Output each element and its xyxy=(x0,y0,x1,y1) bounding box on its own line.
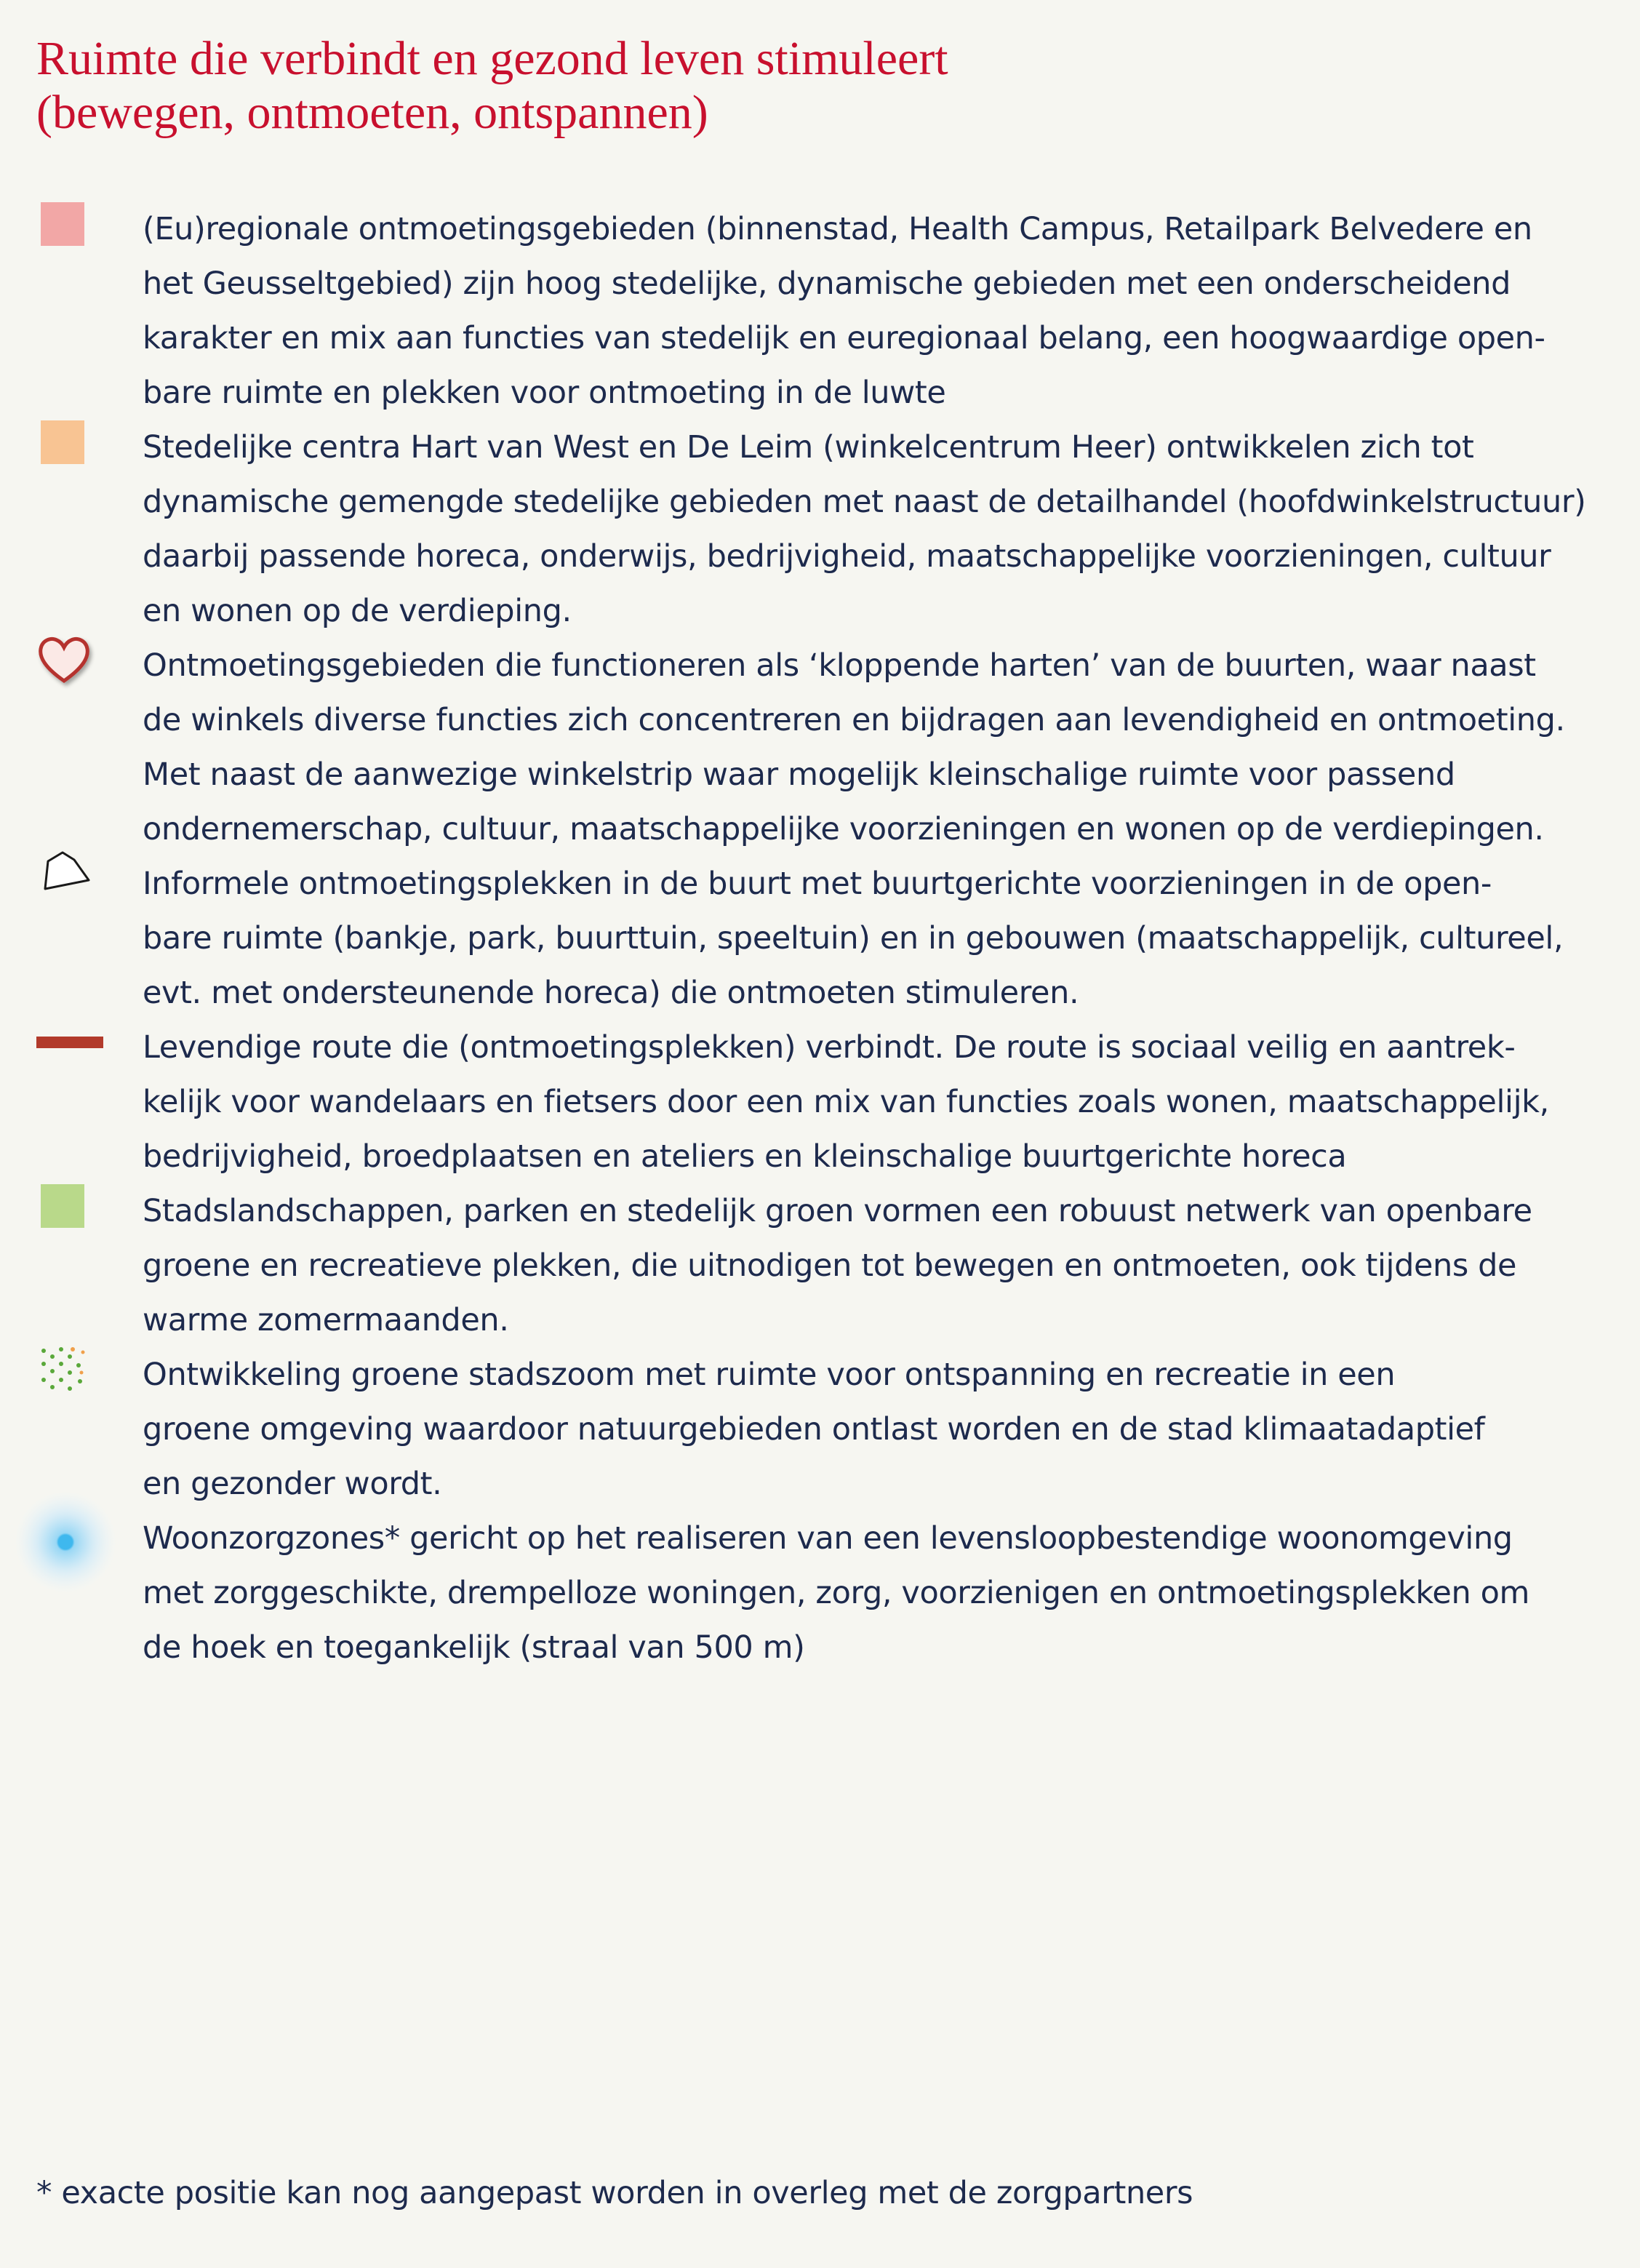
legend-line: daarbij passende horeca, onderwijs, bedrijvigheid, maatschappelijke voorzieningen, cultuur xyxy=(143,538,1551,575)
outline-shape-icon xyxy=(38,847,96,898)
legend-line: Ontwikkeling groene stadszoom met ruimte voor ontspanning en recreatie in een xyxy=(143,1357,1396,1393)
legend-line: (Eu)regionale ontmoetingsgebieden (binnenstad, Health Campus, Retailpark Belvedere en xyxy=(143,211,1532,247)
legend-line: karakter en mix aan functies van stedelijk en euregionaal belang, een hoogwaardige open- xyxy=(143,320,1545,356)
legend-line: de winkels diverse functies zich concentreren en bijdragen aan levendigheid en ontmoeting. xyxy=(143,702,1565,738)
legend-text xyxy=(143,202,1626,420)
pink-square-icon xyxy=(41,202,84,246)
legend-text xyxy=(143,857,1626,1021)
legend-line: evt. met ondersteunende horeca) die ontmoeten stimuleren. xyxy=(143,975,1079,1011)
legend-text xyxy=(143,1348,1626,1512)
legend-text xyxy=(143,1184,1626,1348)
legend-line: groene omgeving waardoor natuurgebieden ontlast worden en de stad klimaatadaptief xyxy=(143,1411,1485,1448)
title-line-1: Ruimte die verbindt en gezond leven stimuleert xyxy=(36,32,948,85)
red-line-icon xyxy=(36,1037,103,1048)
legend-line: bare ruimte en plekken voor ontmoeting in de luwte xyxy=(143,375,946,411)
legend-line: en wonen op de verdieping. xyxy=(143,593,572,629)
dotted-pattern-icon xyxy=(39,1346,90,1397)
title-line-2: (bewegen, ontmoeten, ontspannen) xyxy=(36,86,708,139)
legend-line: bare ruimte (bankje, park, buurttuin, speeltuin) en in gebouwen (maatschappelijk, cultureel, xyxy=(143,920,1564,957)
legend-line: Woonzorgzones* gericht op het realiseren van een levensloopbestendige woonomgeving xyxy=(143,1520,1513,1557)
legend-line: en gezonder wordt. xyxy=(143,1466,442,1502)
legend-line: ondernemerschap, cultuur, maatschappelijke voorzieningen en wonen op de verdiepingen. xyxy=(143,811,1544,847)
legend-line: Informele ontmoetingsplekken in de buurt met buurtgerichte voorzieningen in de open- xyxy=(143,866,1492,902)
legend-line: Ontmoetingsgebieden die functioneren als ‘kloppende harten’ van de buurten, waar naast xyxy=(143,647,1536,684)
legend-line: dynamische gemengde stedelijke gebieden met naast de detailhandel (hoofdwinkelstructuur) xyxy=(143,484,1586,520)
legend-line: bedrijvigheid, broedplaatsen en ateliers en kleinschalige buurtgerichte horeca xyxy=(143,1138,1347,1175)
legend-line: warme zomermaanden. xyxy=(143,1302,509,1338)
legend-line: kelijk voor wandelaars en fietsers door een mix van functies zoals wonen, maatschappelijk, xyxy=(143,1084,1549,1120)
legend-line: het Geusseltgebied) zijn hoog stedelijke, dynamische gebieden met een onderscheidend xyxy=(143,265,1511,302)
legend-line: Met naast de aanwezige winkelstrip waar mogelijk kleinschalige ruimte voor passend xyxy=(143,756,1455,793)
legend-text xyxy=(143,1512,1626,1675)
legend-text xyxy=(143,639,1626,857)
legend-line: Levendige route die (ontmoetingsplekken) verbindt. De route is sociaal veilig en aantrek- xyxy=(143,1029,1516,1066)
footnote: * exacte positie kan nog aangepast worden in overleg met de zorgpartners xyxy=(36,2175,1193,2211)
legend-line: de hoek en toegankelijk (straal van 500 m) xyxy=(143,1629,805,1666)
legend-line: Stadslandschappen, parken en stedelijk groen vormen een robuust netwerk van openbare xyxy=(143,1193,1532,1229)
legend-text xyxy=(143,420,1626,639)
green-square-icon xyxy=(41,1184,84,1228)
legend-text xyxy=(143,1021,1626,1184)
blue-glow-circle-icon xyxy=(15,1491,116,1593)
legend-line: groene en recreatieve plekken, die uitnodigen tot bewegen en ontmoeten, ook tijdens de xyxy=(143,1247,1517,1284)
legend-line: met zorggeschikte, drempelloze woningen, zorg, voorzienigen en ontmoetingsplekken om xyxy=(143,1575,1529,1611)
heart-icon xyxy=(35,631,100,690)
orange-square-icon xyxy=(41,420,84,464)
legend-line: Stedelijke centra Hart van West en De Leim (winkelcentrum Heer) ontwikkelen zich tot xyxy=(143,429,1474,466)
